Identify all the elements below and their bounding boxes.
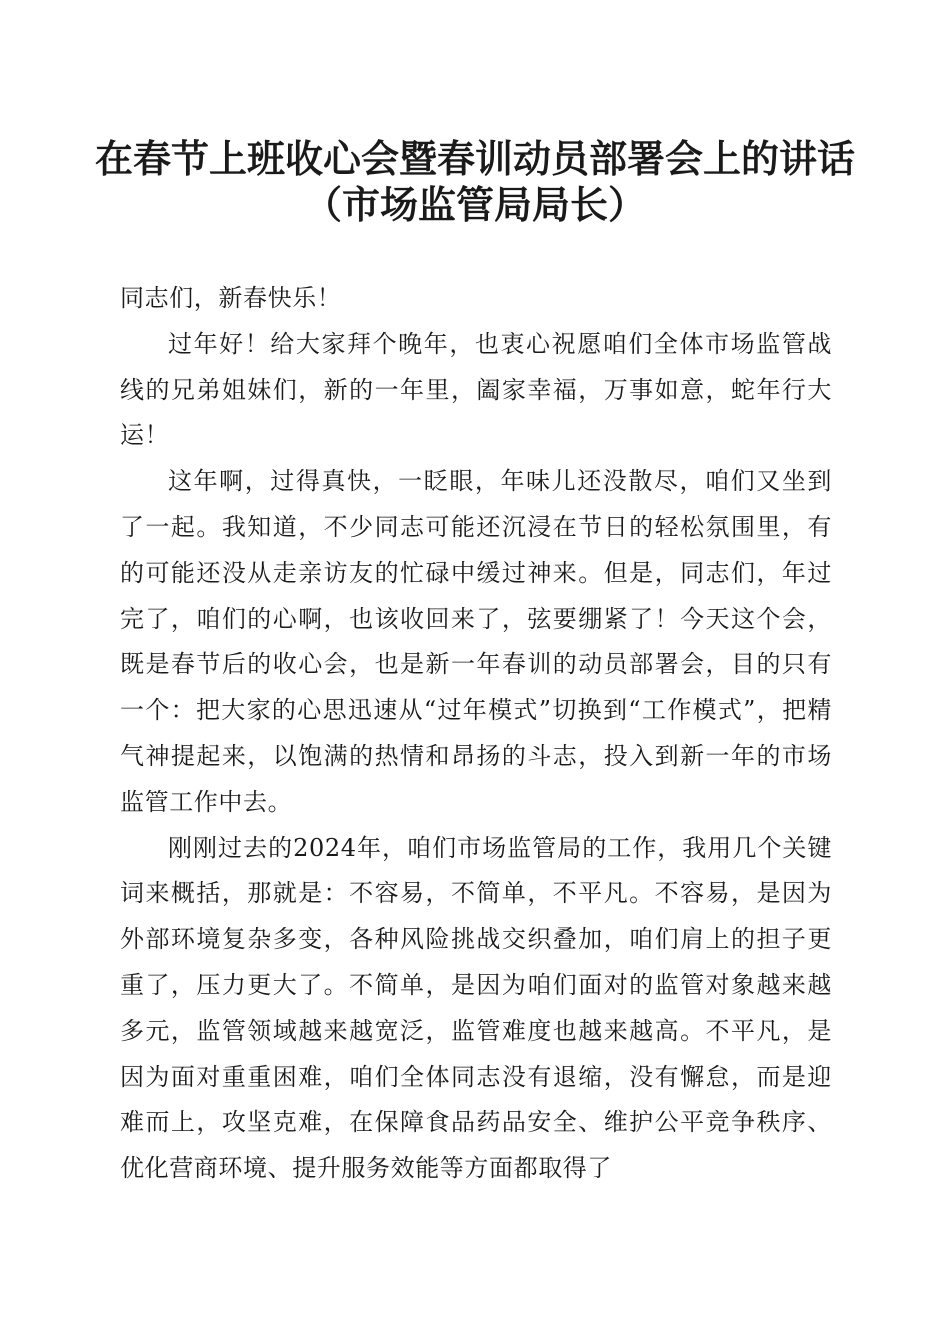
document-subtitle: （市场监管局局长）: [303, 182, 646, 227]
greeting: 同志们，新春快乐！: [120, 284, 342, 312]
paragraph: 刚刚过去的2024年，咱们市场监管局的工作，我用几个关键词来概括，那就是：不容易，不简单，不平凡。不容易，是因为外部环境复杂多变，各种风险挑战交织叠加，咱们肩上的担子更重了，压力更大了。不简单，是因为咱们面对的监管对象越来越多元，监管领域越来越宽泛，监管难度也越来越高。不平凡，是因为面对重重困难，咱们全体同志没有退缩，没有懈怠，而是迎难而上，攻坚克难，在保障食品药品安全、维护公平竞争秩序、优化营商环境、提升服务效能等方面都取得了: [120, 833, 832, 1183]
paragraph: 这年啊，过得真快，一眨眼，年味儿还没散尽，咱们又坐到了一起。我知道，不少同志可能还沉浸在节日的轻松氛围里，有的可能还没从走亲访友的忙碌中缓过神来。但是，同志们，年过完了，咱们的心啊，也该收回来了，弦要绷紧了！今天这个会，既是春节后的收心会，也是新一年春训的动员部署会，目的只有一个：把大家的心思迅速从“过年模式”切换到“工作模式”，把精气神提起来，以饱满的热情和昂扬的斗志，投入到新一年的市场监管工作中去。: [120, 467, 832, 816]
document-body: [120, 276, 832, 1192]
paragraph: 过年好！给大家拜个晚年，也衷心祝愿咱们全体市场监管战线的兄弟姐妹们，新的一年里，阖家幸福，万事如意，蛇年行大运！: [120, 329, 832, 450]
document-title: 在春节上班收心会暨春训动员部署会上的讲话: [94, 136, 855, 181]
